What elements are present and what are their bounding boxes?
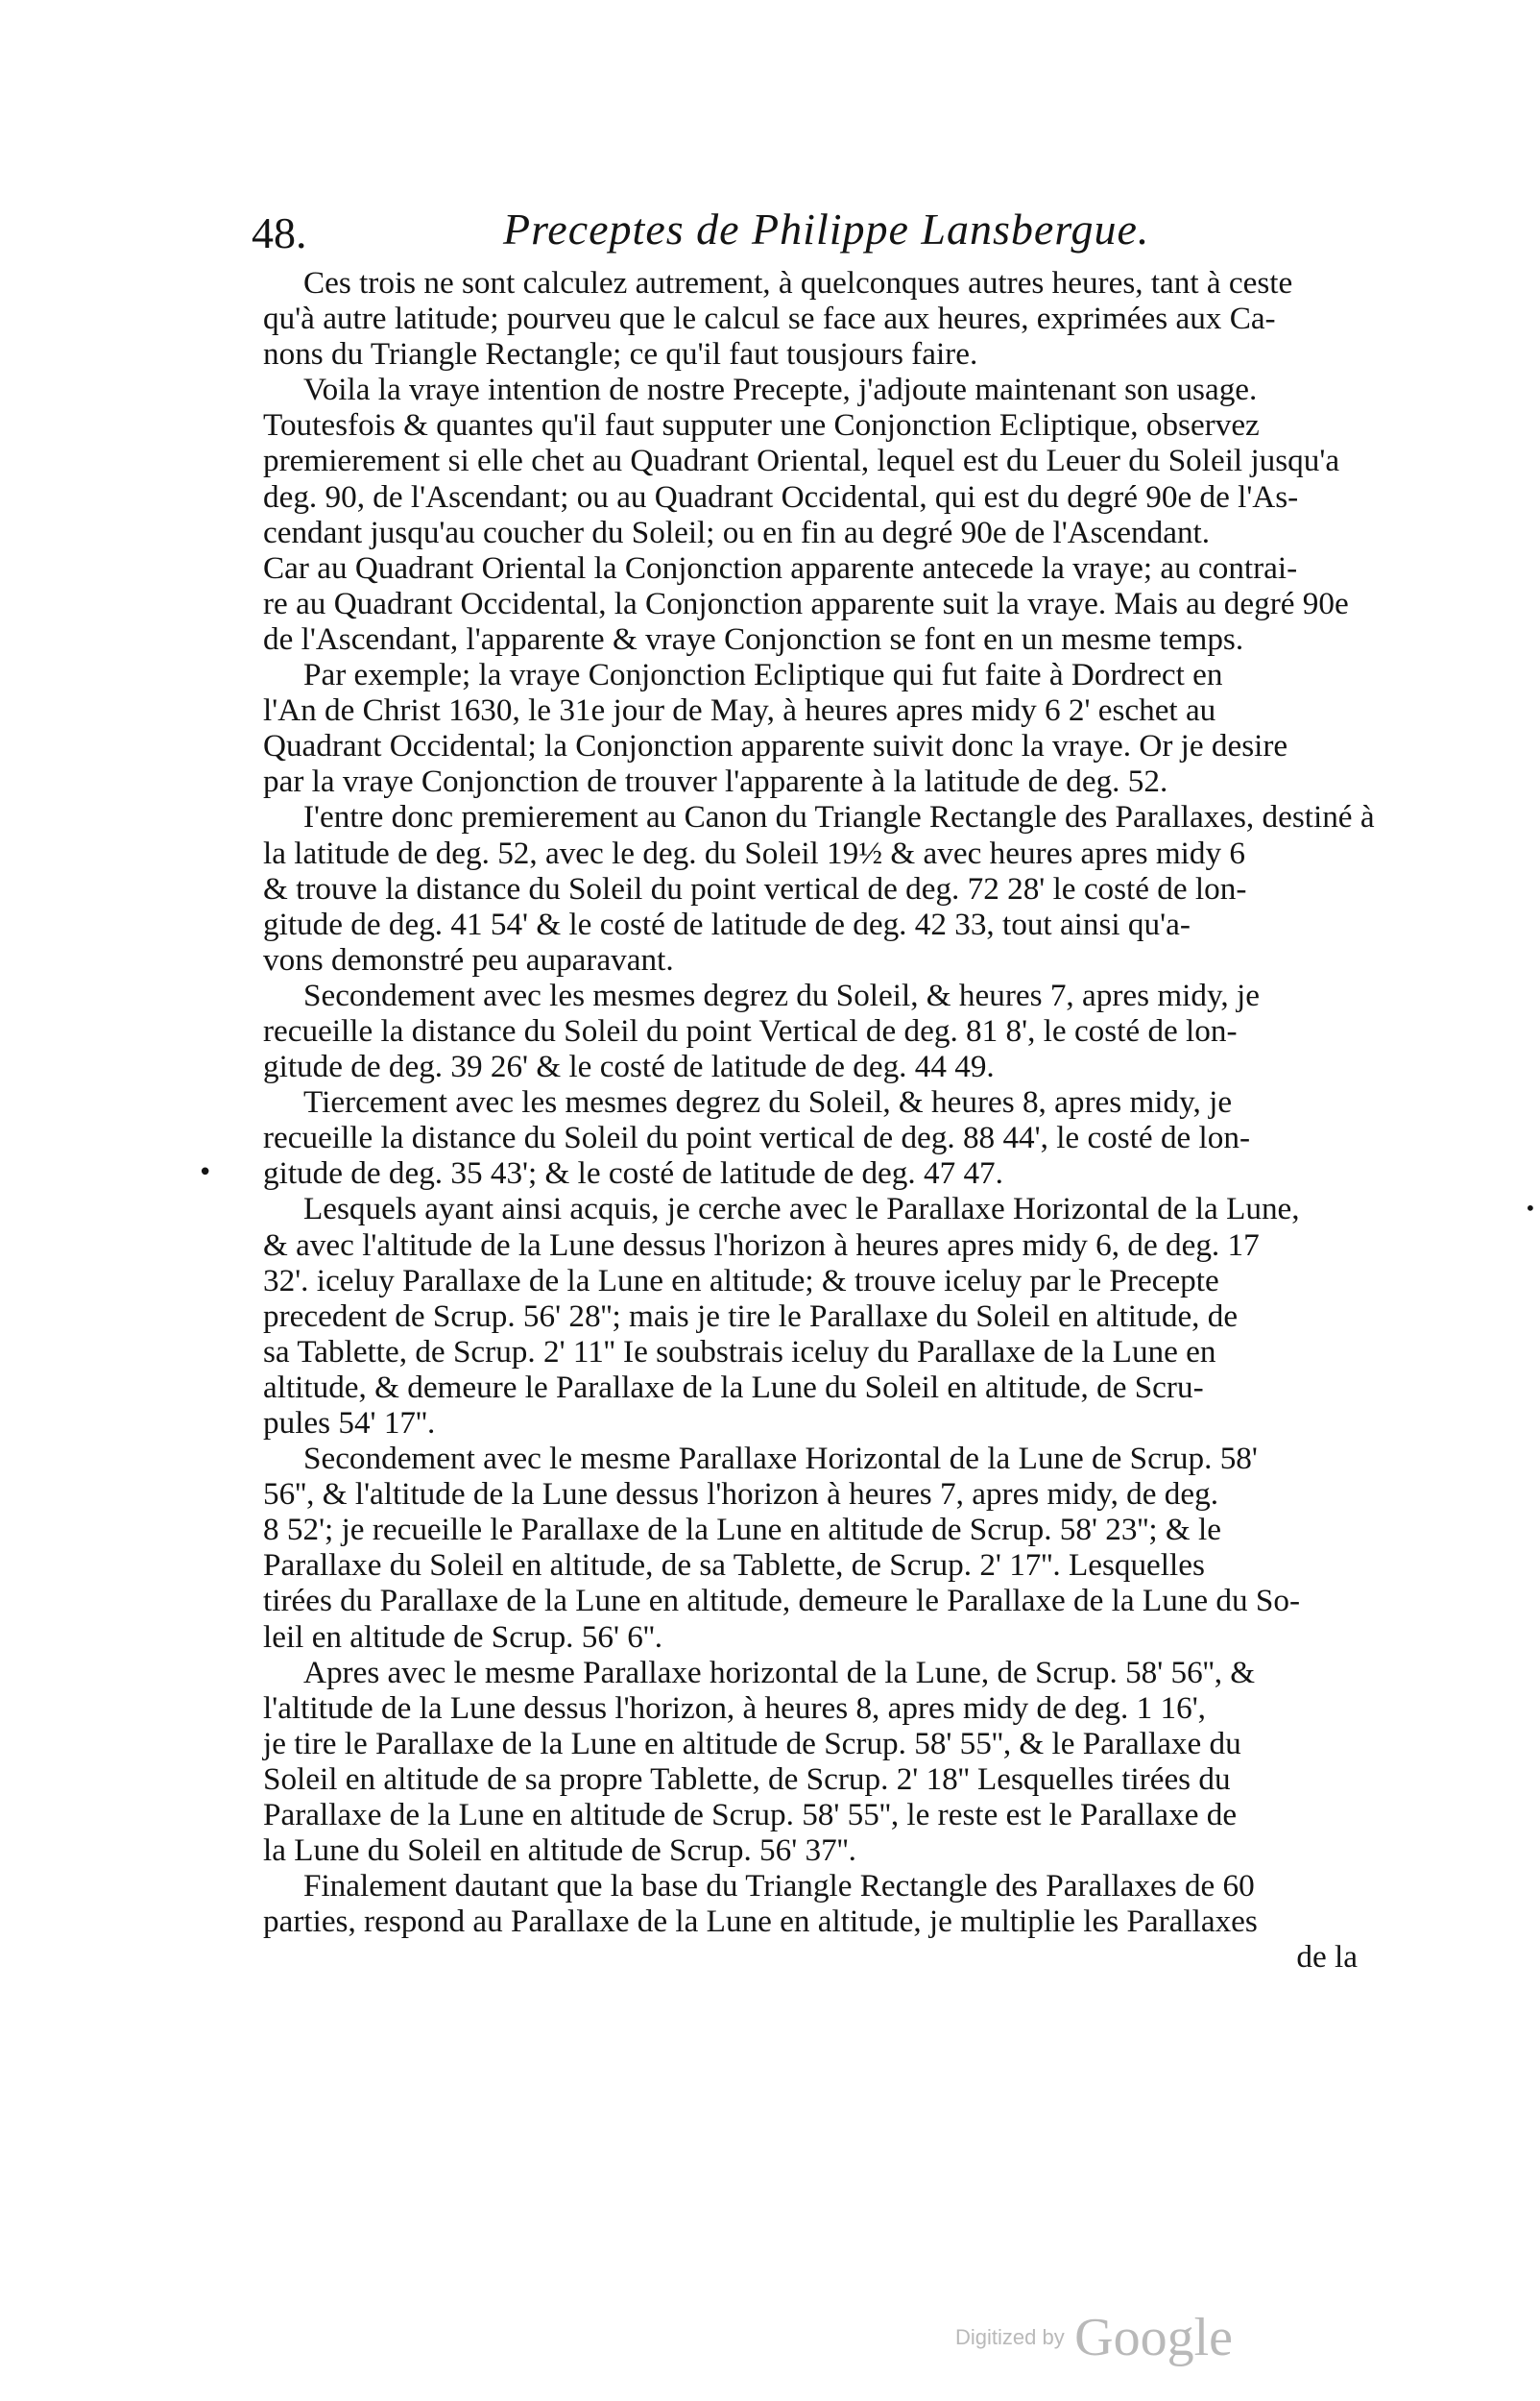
- text-line: gitude de deg. 35 43'; & le costé de latitude de deg. 47 47.: [263, 1155, 1003, 1192]
- text-line: 8 52'; je recueille le Parallaxe de la Lune en altitude de Scrup. 58' 23''; & le: [263, 1512, 1221, 1548]
- text-line: Car au Quadrant Oriental la Conjonction apparente antecede la vraye; au contrai-: [263, 549, 1298, 586]
- text-line: de l'Ascendant, l'apparente & vraye Conjonction se font en un mesme temps.: [263, 620, 1244, 657]
- text-line: parties, respond au Parallaxe de la Lune en altitude, je multiplie les Parallaxes: [263, 1904, 1258, 1940]
- text-line: precedent de Scrup. 56' 28''; mais je tire le Parallaxe du Soleil en altitude, de: [263, 1298, 1239, 1334]
- text-line: & trouve la distance du Soleil du point vertical de deg. 72 28' le costé de lon-: [263, 870, 1247, 907]
- text-line: I'entre donc premierement au Canon du Triangle Rectangle des Parallaxes, destiné à: [303, 799, 1375, 836]
- text-line: par la vraye Conjonction de trouver l'apparente à la latitude de deg. 52.: [263, 764, 1168, 800]
- text-line: Toutesfois & quantes qu'il faut supputer une Conjonction Ecliptique, observez: [263, 407, 1260, 444]
- text-line: gitude de deg. 39 26' & le costé de latitude de deg. 44 49.: [263, 1049, 995, 1085]
- text-line: altitude, & demeure le Parallaxe de la Lune du Soleil en altitude, de Scru-: [263, 1369, 1204, 1405]
- margin-mark: •: [1525, 1197, 1536, 1220]
- text-line: 56'', & l'altitude de la Lune dessus l'horizon à heures 7, apres midy, de deg.: [263, 1476, 1219, 1513]
- watermark-prefix: Digitized by: [955, 2325, 1065, 2349]
- text-line: Finalement dautant que la base du Triangle Rectangle des Parallaxes de 60: [303, 1868, 1255, 1904]
- digitized-watermark: [955, 2307, 1233, 2368]
- text-line: recueille la distance du Soleil du point vertical de deg. 88 44', le costé de lon-: [263, 1120, 1251, 1156]
- text-line: pules 54' 17''.: [263, 1405, 436, 1441]
- text-line: Secondement avec le mesme Parallaxe Horizontal de la Lune de Scrup. 58': [303, 1441, 1258, 1477]
- text-line: Ces trois ne sont calculez autrement, à quelconques autres heures, tant à ceste: [303, 265, 1293, 301]
- text-line: l'altitude de la Lune dessus l'horizon, à heures 8, apres midy de deg. 1 16',: [263, 1689, 1206, 1726]
- text-line: Apres avec le mesme Parallaxe horizontal de la Lune, de Scrup. 58' 56'', &: [303, 1654, 1256, 1690]
- text-line: Voila la vraye intention de nostre Precepte, j'adjoute maintenant son usage.: [303, 372, 1258, 408]
- text-line: premierement si elle chet au Quadrant Oriental, lequel est du Leuer du Soleil jusqu'a: [263, 443, 1340, 479]
- text-line: de la: [1296, 1939, 1358, 1976]
- text-line: gitude de deg. 41 54' & le costé de latitude de deg. 42 33, tout ainsi qu'a-: [263, 906, 1191, 942]
- text-line: Par exemple; la vraye Conjonction Ecliptique qui fut faite à Dordrect en: [303, 657, 1223, 693]
- text-line: cendant jusqu'au coucher du Soleil; ou en fin au degré 90e de l'Ascendant.: [263, 514, 1211, 550]
- text-line: Parallaxe du Soleil en altitude, de sa Tablette, de Scrup. 2' 17''. Lesquelles: [263, 1547, 1205, 1584]
- margin-dot: •: [198, 1158, 213, 1187]
- text-line: 32'. iceluy Parallaxe de la Lune en altitude; & trouve iceluy par le Precepte: [263, 1262, 1219, 1298]
- text-line: & avec l'altitude de la Lune dessus l'horizon à heures apres midy 6, de deg. 17: [263, 1226, 1260, 1263]
- text-line: qu'à autre latitude; pourveu que le calcul se face aux heures, exprimées aux Ca-: [263, 301, 1276, 337]
- text-line: l'An de Christ 1630, le 31e jour de May, à heures apres midy 6 2' eschet au: [263, 692, 1216, 729]
- text-line: je tire le Parallaxe de la Lune en altitude de Scrup. 58' 55'', & le Parallaxe du: [263, 1725, 1241, 1761]
- text-line: Lesquels ayant ainsi acquis, je cerche avec le Parallaxe Horizontal de la Lune,: [303, 1191, 1300, 1227]
- page-header: [252, 204, 1365, 261]
- text-line: sa Tablette, de Scrup. 2' 11'' Ie soubstrais iceluy du Parallaxe de la Lune en: [263, 1333, 1216, 1370]
- text-line: Quadrant Occidental; la Conjonction apparente suivit donc la vraye. Or je desire: [263, 728, 1288, 764]
- text-line: vons demonstré peu auparavant.: [263, 941, 674, 978]
- text-line: leil en altitude de Scrup. 56' 6''.: [263, 1618, 663, 1655]
- text-line: la latitude de deg. 52, avec le deg. du Soleil 19½ & avec heures apres midy 6: [263, 835, 1245, 871]
- text-line: recueille la distance du Soleil du point Vertical de deg. 81 8', le costé de lon-: [263, 1012, 1238, 1049]
- text-line: nons du Triangle Rectangle; ce qu'il faut tousjours faire.: [263, 336, 978, 373]
- text-line: Soleil en altitude de sa propre Tablette, de Scrup. 2' 18'' Lesquelles tirées du: [263, 1760, 1231, 1797]
- text-line: deg. 90, de l'Ascendant; ou au Quadrant Occidental, qui est du degré 90e de l'As-: [263, 478, 1299, 515]
- text-line: re au Quadrant Occidental, la Conjonction apparente suit la vraye. Mais au degré 90e: [263, 585, 1349, 621]
- text-line: Parallaxe de la Lune en altitude de Scrup. 58' 55'', le reste est le Parallaxe de: [263, 1797, 1238, 1833]
- text-line: Secondement avec les mesmes degrez du Soleil, & heures 7, apres midy, je: [303, 977, 1260, 1013]
- text-line: tirées du Parallaxe de la Lune en altitude, demeure le Parallaxe de la Lune du So-: [263, 1583, 1301, 1619]
- text-line: Tiercement avec les mesmes degrez du Soleil, & heures 8, apres midy, je: [303, 1084, 1233, 1121]
- watermark-brand: Google: [1074, 2308, 1234, 2367]
- text-line: la Lune du Soleil en altitude de Scrup. 56' 37''.: [263, 1832, 856, 1869]
- page-number: 48.: [252, 208, 307, 257]
- body-text: [263, 265, 1375, 1976]
- running-title: Preceptes de Philippe Lansbergue.: [503, 205, 1150, 254]
